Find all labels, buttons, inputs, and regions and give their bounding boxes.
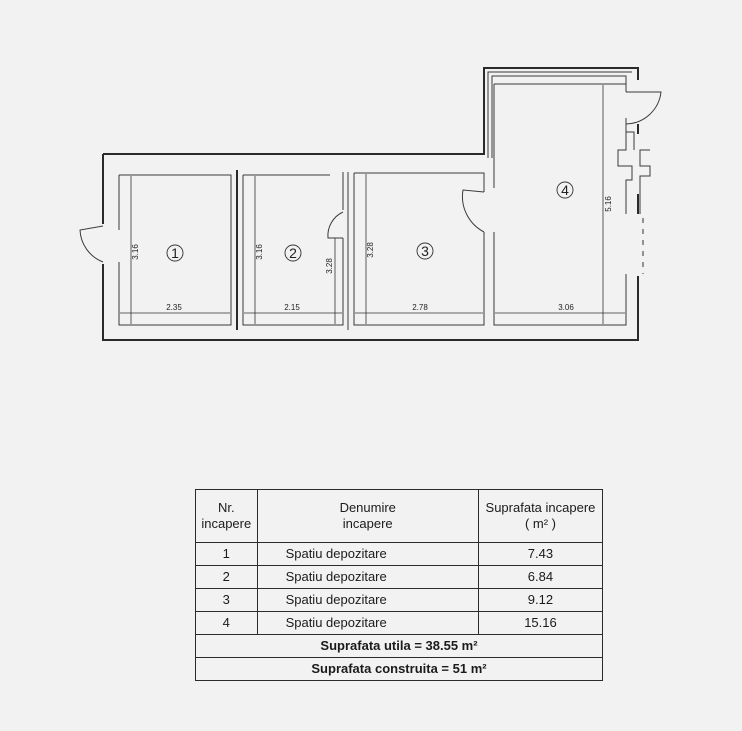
row-nr: 1 xyxy=(196,543,258,566)
door-room-2 xyxy=(328,212,343,238)
table-row xyxy=(196,612,603,635)
row-area: 6.84 xyxy=(478,566,602,589)
room-1-number: 1 xyxy=(171,245,179,261)
row-name: Spatiu depozitare xyxy=(257,543,478,566)
header-nr-line2: incapere xyxy=(201,516,252,531)
room-2-number: 2 xyxy=(289,245,297,261)
row-area: 9.12 xyxy=(478,589,602,612)
rooms-table xyxy=(195,489,603,681)
row-name: Spatiu depozitare xyxy=(257,612,478,635)
header-name xyxy=(257,490,478,543)
door-top-right xyxy=(626,92,661,124)
room-4-number: 4 xyxy=(561,182,569,198)
door-room-1 xyxy=(80,226,103,262)
useful-area-total: Suprafata utila = 38.55 m² xyxy=(196,635,603,658)
room-4-height-label: 5.16 xyxy=(604,196,613,212)
header-name-line1: Denumire xyxy=(339,500,396,515)
room-3-number: 3 xyxy=(421,243,429,259)
outer-walls xyxy=(103,68,638,340)
row-nr: 4 xyxy=(196,612,258,635)
table-header-row xyxy=(196,490,603,543)
room-3-height-label: 3.28 xyxy=(366,242,375,258)
row-name: Spatiu depozitare xyxy=(257,589,478,612)
door-room-4 xyxy=(462,190,484,232)
header-name-line2: incapere xyxy=(342,516,393,531)
table-row xyxy=(196,566,603,589)
header-nr-line1: Nr. xyxy=(217,500,235,515)
room-2-width-label: 2.15 xyxy=(284,303,300,312)
built-area-total: Suprafata construita = 51 m² xyxy=(196,658,603,681)
room-3-width-label: 2.78 xyxy=(412,303,428,312)
row-nr: 3 xyxy=(196,589,258,612)
built-area-row xyxy=(196,658,603,681)
room-4-width-label: 3.06 xyxy=(558,303,574,312)
room-2-door-side-label: 3.28 xyxy=(325,258,334,274)
dimension-lines xyxy=(120,85,625,324)
table-row xyxy=(196,543,603,566)
room-1-marker xyxy=(167,245,183,261)
room-3-marker xyxy=(417,243,433,259)
useful-area-row xyxy=(196,635,603,658)
row-nr: 2 xyxy=(196,566,258,589)
room-1-width-label: 2.35 xyxy=(166,303,182,312)
room-2-height-label: 3.16 xyxy=(255,244,264,260)
table-row xyxy=(196,589,603,612)
row-area: 15.16 xyxy=(478,612,602,635)
header-area xyxy=(478,490,602,543)
header-area-line2: ( m² ) xyxy=(524,516,556,531)
room-4-walls xyxy=(494,84,650,325)
room-2-marker xyxy=(285,245,301,261)
room-4-marker xyxy=(557,182,573,198)
header-nr xyxy=(196,490,258,543)
header-area-line1: Suprafata incapere xyxy=(485,500,596,515)
room-1-height-label: 3.16 xyxy=(131,244,140,260)
row-name: Spatiu depozitare xyxy=(257,566,478,589)
row-area: 7.43 xyxy=(478,543,602,566)
